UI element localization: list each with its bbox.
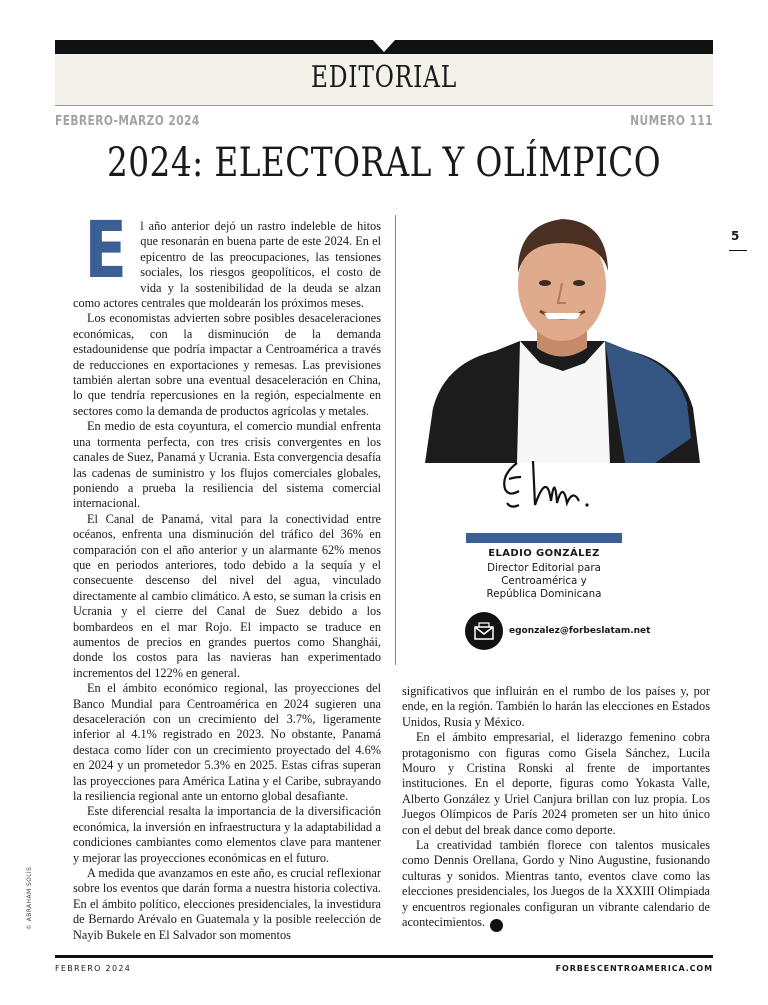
issue-date: FEBRERO-MARZO 2024 bbox=[55, 114, 200, 129]
author-name: ELADIO GONZÁLEZ bbox=[488, 548, 600, 559]
author-role bbox=[460, 562, 628, 601]
section-header bbox=[55, 54, 713, 106]
photo-credit: © ABRAHAM SOLÍS bbox=[26, 866, 33, 930]
paragraph: Este diferencial resalta la importancia de la diversificación económica, la inversión en infraestructura y la adaptabilidad a condiciones cambiantes como elementos clave para mantener y mejorar las proyecciones económicas en el futuro. bbox=[73, 804, 381, 865]
author-role-line: República Dominicana bbox=[486, 588, 602, 600]
paragraph: En el ámbito empresarial, el liderazgo femenino cobra protagonismo con figuras como Gisela Sánchez, Lucila Mouro y Cristina Ronski al frente de importantes instituciones. En el deporte, figuras como Yokasta Valle, Alberto González y Uriel Canjura brillan con luz propia. Los Juegos Olímpicos de París 2024 prometen ser un hito único con el debut del break dance como deporte. bbox=[402, 730, 710, 837]
author-accent-bar bbox=[466, 533, 622, 543]
paragraph: l año anterior dejó un rastro indeleble de hitos que resonarán en buena parte de este 2024. En el epicentro de las preocupaciones, las tensiones sociales, los riesgos geopolíticos, el costo de vida y la sostenibilidad de la deuda se alzan como actores centrales que moldearán los próximos meses. bbox=[73, 219, 381, 311]
column-divider bbox=[395, 215, 396, 665]
top-bar-notch bbox=[373, 40, 395, 52]
issue-number: NÚMERO 111 bbox=[630, 114, 713, 129]
author-role-line: Centroamérica y bbox=[501, 575, 587, 587]
drop-cap: E bbox=[84, 206, 127, 296]
paragraph: En el ámbito económico regional, las proyecciones del Banco Mundial para Centroamérica en 2024 sugieren una desaceleración con un crecimiento del 3.7%, ligeramente inferior al 4.1% registrado en 2023. No obstante, Panamá destaca como líder con un crecimiento proyectado del 4.6% en 2024 y un prometedor 5.3% en 2025. Estas cifras superan las proyecciones para América Latina y el Caribe, subrayando la resiliencia regional ante un entorno global desafiante. bbox=[73, 681, 381, 804]
paragraph: A medida que avanzamos en este año, es crucial reflexionar sobre los eventos que darán forma a nuestra historia colectiva. En el ámbito político, elecciones presidenciales, la investidura de Bernardo Arévalo en Guatemala y la posible reelección de Nayib Bukele en El Salvador son momentos bbox=[73, 866, 381, 942]
author-role-line: Director Editorial para bbox=[487, 562, 601, 574]
paragraph: El Canal de Panamá, vital para la conectividad entre océanos, enfrenta una disminución del tráfico del 36% en comparación con el año anterior y un alarmante 62% menos que en periodos anteriores, todo debido a la sequía y el consecuente descenso del nivel del agua, vinculado directamente al cambio climático. A esto, se suman la crisis en Ucrania y el cierre del Canal de Suez debido a los bombardeos en el mar Rojo. El impacto se traduce en aumentos de precios en grandes puertos como Shanghái, donde los costos para las navieras han experimentado incrementos del 122% en general. bbox=[73, 511, 381, 680]
footer-rule bbox=[55, 955, 713, 958]
page-number: 5 bbox=[731, 229, 740, 243]
paragraph: Los economistas advierten sobre posibles desaceleraciones económicas, con la disminución de la demanda estadounidense que podría impactar a Centroamérica a través de reducciones en exportaciones y remesas. Las previsiones también alertan sobre una eventual desaceleración en China, lo que tendría repercusiones en la región, especialmente en sectores como la demanda de productos agrícolas y metales. bbox=[73, 311, 381, 418]
top-bar bbox=[55, 40, 713, 54]
headline: 2024: ELECTORAL Y OLÍMPICO bbox=[106, 140, 662, 186]
page-number-rule bbox=[729, 250, 747, 251]
paragraph: En medio de esta coyuntura, el comercio mundial enfrenta una tormenta perfecta, con tres crisis convergentes en los canales de Suez, Panamá y Ucrania. Esta convergencia desafía las cadenas de suministro y los flujos comerciales globales, poniendo a prueba la resiliencia del sistema comercial internacional. bbox=[73, 419, 381, 511]
section-title: EDITORIAL bbox=[310, 60, 458, 95]
paragraph: significativos que influirán en el rumbo de los países y, por ende, en la región. También lo harán las elecciones en Estados Unidos, Rusia y México. bbox=[402, 684, 710, 729]
author-portrait bbox=[425, 213, 700, 463]
end-mark-icon: F bbox=[490, 919, 503, 932]
article-right-column bbox=[402, 684, 710, 932]
paragraph bbox=[402, 838, 710, 932]
footer-website-link[interactable]: FORBESCENTROAMERICA.COM bbox=[555, 964, 713, 973]
article-left-column bbox=[73, 206, 381, 943]
paragraph-text: La creatividad también florece con talentos musicales como Dennis Orellana, Gordo y Nino Augustine, fusionando culturas y sonidos. Mientras tanto, eventos clave como las elecciones presidenciales, los Juegos de la XXXIII Olimpiada y encuentros regionales configuran un vibrante calendario de acontecimientos. bbox=[402, 838, 710, 930]
author-email-link[interactable]: egonzalez@forbeslatam.net bbox=[509, 626, 651, 636]
author-signature bbox=[495, 453, 600, 518]
footer-date: FEBRERO 2024 bbox=[55, 964, 132, 973]
mail-icon[interactable] bbox=[465, 612, 503, 650]
